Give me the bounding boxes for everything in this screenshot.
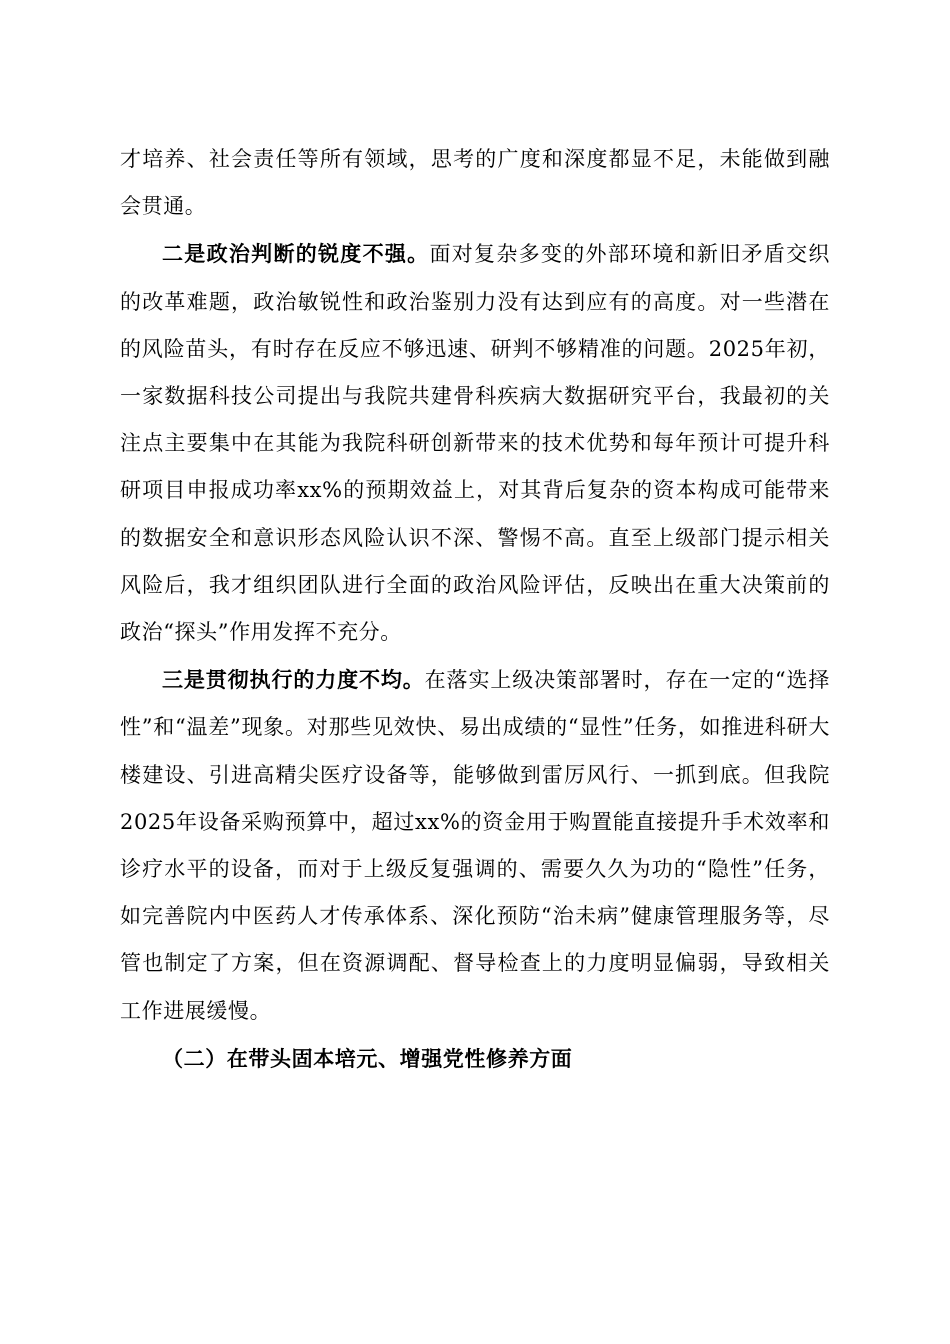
paragraph-text: 在落实上级决策部署时，存在一定的“选择性”和“温差”现象。对那些见效快、易出成绩的“显性”任务，如推进科研大楼建设、引进高精尖医疗设备等，能够做到雷厉风行、一抓到底。但我院2025年设备采购预算中，超过xx%的资金用于购置能直接提升手术效率和诊疗水平的设备，而对于上级反复强调的、需要久久为功的“隐性”任务，如完善院内中医药人才传承体系、深化预防“治未病”健康管理服务等，尽管也制定了方案，但在资源调配、督导检查上的力度明显偏弱，导致相关工作进展缓慢。	[120, 668, 830, 1023]
paragraph-political-judgment	[120, 230, 830, 656]
paragraph-lead: 二是政治判断的锐度不强。	[162, 241, 430, 267]
paragraph-text: 面对复杂多变的外部环境和新旧矛盾交织的改革难题，政治敏锐性和政治鉴别力没有达到应有的高度。对一些潜在的风险苗头，有时存在反应不够迅速、研判不够精准的问题。2025年初，一家数据科技公司提出与我院共建骨科疾病大数据研究平台，我最初的关注点主要集中在其能为我院科研创新带来的技术优势和每年预计可提升科研项目申报成功率xx%的预期效益上，对其背后复杂的资本构成可能带来的数据安全和意识形态风险认识不深、警惕不高。直至上级部门提示相关风险后，我才组织团队进行全面的政治风险评估，反映出在重大决策前的政治“探头”作用发挥不充分。	[120, 242, 830, 645]
document-body	[120, 136, 830, 1082]
paragraph-text: 才培养、社会责任等所有领域，思考的广度和深度都显不足，未能做到融会贯通。	[120, 147, 830, 219]
paragraph-continuation	[120, 136, 830, 230]
paragraph-implementation	[120, 656, 830, 1035]
paragraph-lead: 三是贯彻执行的力度不均。	[162, 667, 425, 693]
section-heading: （二）在带头固本培元、增强党性修养方面	[162, 1045, 573, 1071]
